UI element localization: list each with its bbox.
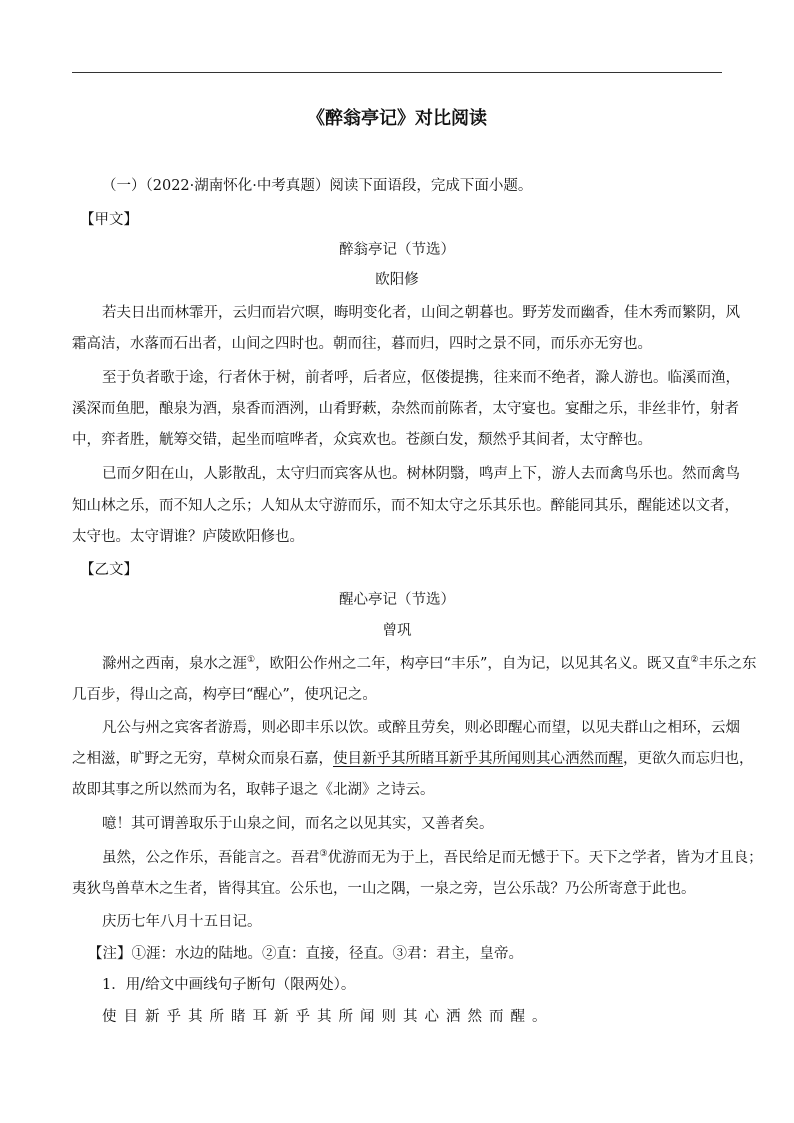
jia-line-2: 霜高洁，水落而石出者，山间之四时也。朝而往，暮而归，四时之景不同，而乐亦无穷也。 [72, 336, 652, 352]
intro-text: （一）（2022·湖南怀化·中考真题）阅读下面语段，完成下面小题。 [102, 178, 533, 194]
yi-title: 醒心亭记（节选） [339, 592, 455, 608]
yi-p1-line-2: 几百步，得山之高，构亭曰“醒心”，使巩记之。 [72, 687, 377, 703]
footnote: 【注】①涯：水边的陆地。②直：直接，径直。③君：君主，皇帝。 [88, 946, 523, 962]
jia-line-3: 至于负者歌于途，行者休于树，前者呼，后者应，伛偻提携，往来而不绝者，滁人游也。临溪而渔， [102, 370, 740, 386]
yi-date: 庆历七年八月十五日记。 [102, 914, 262, 930]
page-title: 《醉翁亭记》对比阅读 [307, 108, 487, 129]
underlined-sentence: 使目新乎其所睹耳新乎其所闻则其心洒然而醒 [333, 751, 623, 767]
jia-line-4: 溪深而鱼肥，酿泉为酒，泉香而酒洌，山肴野蔌，杂然而前陈者，太守宴也。宴酣之乐，非丝非竹，射者 [72, 401, 739, 417]
yi-p2-line-1: 凡公与州之宾客者游焉，则必即丰乐以饮。或醉且劳矣，则必即醒心而望，以见夫群山之相环，云烟 [102, 720, 740, 736]
jia-line-5: 中，弈者胜，觥筹交错，起坐而喧哗者，众宾欢也。苍颜白发，颓然乎其间者，太守醉也。 [72, 432, 652, 448]
yi-p1-line-1: 滁州之西南，泉水之涯①，欧阳公作州之二年，构亭曰“丰乐”，自为记，以见其名义。既又直②丰乐之东 [102, 655, 757, 672]
yi-heading: 【乙文】 [80, 562, 138, 578]
header-rule [72, 72, 722, 73]
question-1: 1．用/给文中画线句子断句（限两处）。 [102, 977, 356, 993]
jia-line-7: 知山林之乐，而不知人之乐；人知从太守游而乐，而不知太守之乐其乐也。醉能同其乐，醒能述以文者， [72, 498, 739, 514]
footnote-mark-1: ① [247, 655, 256, 665]
jia-line-1: 若夫日出而林霏开，云归而岩穴暝，晦明变化者，山间之朝暮也。野芳发而幽香，佳木秀而繁阴，风 [102, 305, 740, 321]
jia-author: 欧阳修 [375, 272, 419, 288]
jia-title: 醉翁亭记（节选） [339, 242, 455, 258]
jia-line-6: 已而夕阳在山，人影散乱，太守归而宾客从也。树林阴翳，鸣声上下，游人去而禽鸟乐也。然而禽鸟 [102, 466, 740, 482]
yi-p2-line-3: 故即其事之所以然而为名，取韩子退之《北湖》之诗云。 [72, 782, 435, 798]
jia-heading: 【甲文】 [80, 212, 138, 228]
yi-author: 曾巩 [382, 623, 412, 639]
yi-p3: 噫！其可谓善取乐于山泉之间，而名之以见其实，又善者矣。 [102, 816, 494, 832]
yi-p4-line-1: 虽然，公之作乐，吾能言之。吾君③优游而无为于上，吾民给足而无憾于下。天下之学者，皆为才且良； [102, 849, 763, 866]
question-1-sentence: 使目新乎其所睹耳新乎其所闻则其心洒然而醒。 [102, 1009, 554, 1025]
jia-line-8: 太守也。太守谓谁？庐陵欧阳修也。 [72, 529, 304, 545]
yi-p4-line-2: 夷狄鸟兽草木之生者，皆得其宜。公乐也，一山之隅，一泉之旁，岂公乐哉？乃公所寄意于此也。 [72, 881, 696, 897]
footnote-mark-2: ② [690, 655, 699, 665]
footnote-mark-3: ③ [319, 849, 328, 859]
yi-p2-line-2: 之相滋，旷野之无穷，草树众而泉石嘉，使目新乎其所睹耳新乎其所闻则其心洒然而醒，更欲久而忘归也， [72, 751, 754, 767]
